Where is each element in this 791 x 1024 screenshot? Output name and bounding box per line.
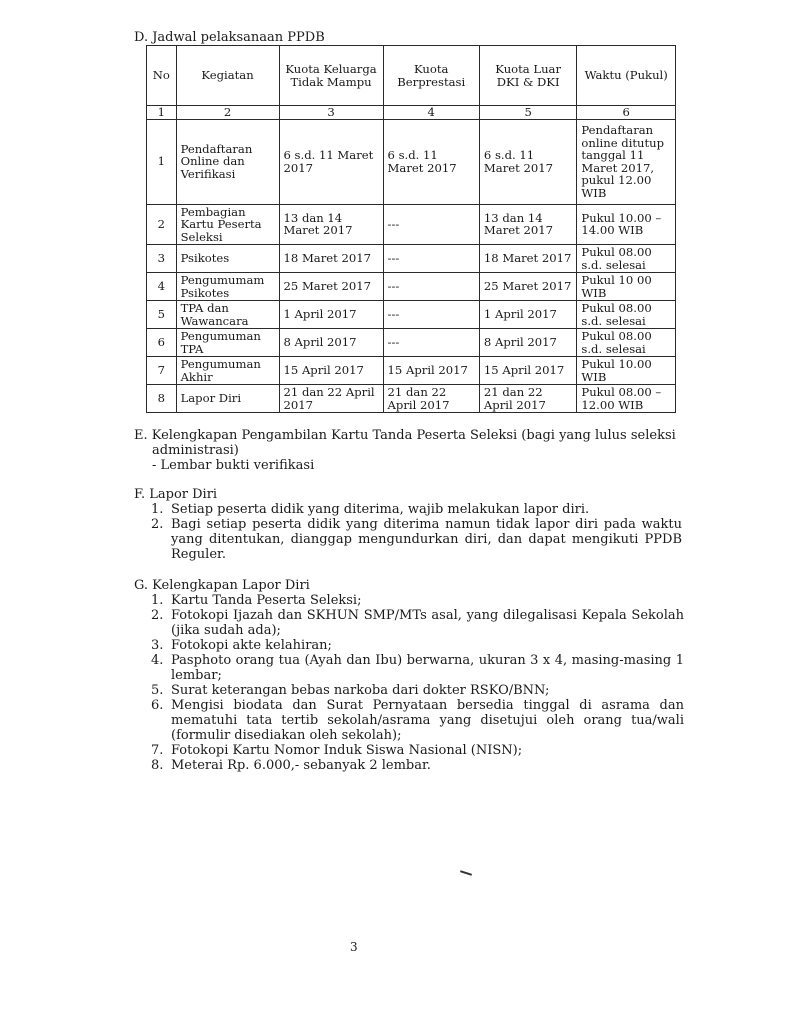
cell-luar: 18 Maret 2017 [479,245,576,273]
section-d-heading: D. Jadwal pelaksanaan PPDB [134,30,325,45]
cell-no: 7 [147,357,177,385]
cell-waktu: Pukul 08.00 s.d. selesai [577,329,676,357]
list-item [151,653,684,683]
list-item-text: Pasphoto orang tua (Ayah dan Ibu) berwarna, ukuran 3 x 4, masing-masing 1 lembar; [171,653,684,683]
index-cell: 1 [147,106,177,120]
list-item [151,593,684,608]
list-item-text: Surat keterangan bebas narkoba dari dokter RSKO/BNN; [171,683,550,698]
list-item [151,502,682,517]
cell-luar: 15 April 2017 [479,357,576,385]
cell-luar: 1 April 2017 [479,301,576,329]
cell-ktm: 8 April 2017 [279,329,383,357]
cell-ktm: 13 dan 14 Maret 2017 [279,204,383,245]
col-header-waktu: Waktu (Pukul) [577,46,676,106]
cell-luar: 13 dan 14 Maret 2017 [479,204,576,245]
cell-no: 4 [147,273,177,301]
list-item-text: Setiap peserta didik yang diterima, wajib melakukan lapor diri. [171,502,590,517]
col-header-kuota-luar: Kuota Luar DKI & DKI [479,46,576,106]
table-row [147,357,676,385]
cell-no: 3 [147,245,177,273]
list-item-number: 8. [151,758,164,773]
col-header-kuota-ktm: Kuota Keluarga Tidak Mampu [279,46,383,106]
section-d [134,30,325,45]
list-item-text: Fotokopi akte kelahiran; [171,638,332,653]
index-cell: 3 [279,106,383,120]
cell-prestasi: 6 s.d. 11 Maret 2017 [383,119,479,204]
col-header-kuota-prestasi: Kuota Berprestasi [383,46,479,106]
cell-kegiatan: Pengumumam Psikotes [176,273,279,301]
table-row [147,273,676,301]
table-row [147,301,676,329]
cell-prestasi: 15 April 2017 [383,357,479,385]
cell-waktu: Pukul 10.00 – 14.00 WIB [577,204,676,245]
cell-kegiatan: TPA dan Wawancara [176,301,279,329]
cell-no: 1 [147,119,177,204]
section-g-list [134,593,684,773]
index-cell: 5 [479,106,576,120]
section-g [134,578,684,773]
cell-luar: 8 April 2017 [479,329,576,357]
cell-prestasi: 21 dan 22 April 2017 [383,385,479,413]
col-header-kegiatan: Kegiatan [176,46,279,106]
list-item-number: 5. [151,683,164,698]
list-item-number: 2. [151,608,164,623]
cell-ktm: 18 Maret 2017 [279,245,383,273]
list-item-number: 4. [151,653,164,668]
cell-prestasi: --- [383,329,479,357]
list-item-number: 1. [151,593,164,608]
cell-luar: 25 Maret 2017 [479,273,576,301]
cell-waktu: Pendaftaran online ditutup tanggal 11 Maret 2017, pukul 12.00 WIB [577,119,676,204]
table-row [147,119,676,204]
list-item [151,608,684,638]
section-f [134,487,682,562]
table-row [147,245,676,273]
list-item [151,743,684,758]
cell-prestasi: --- [383,301,479,329]
cell-kegiatan: Pengumuman Akhir [176,357,279,385]
section-g-heading: G. Kelengkapan Lapor Diri [134,578,310,593]
cell-luar: 21 dan 22 April 2017 [479,385,576,413]
cell-waktu: Pukul 10 00 WIB [577,273,676,301]
page-number: 3 [350,940,358,954]
cell-no: 2 [147,204,177,245]
section-e-note: - Lembar bukti verifikasi [152,458,315,473]
section-f-heading: F. Lapor Diri [134,487,218,502]
cell-waktu: Pukul 08.00 – 12.00 WIB [577,385,676,413]
cell-prestasi: --- [383,273,479,301]
cell-kegiatan: Pengumuman TPA [176,329,279,357]
list-item-text: Mengisi biodata dan Surat Pernyataan bersedia tinggal di asrama dan mematuhi tata tertib sekolah/asrama yang disetujui oleh orang tua/wali (formulir disediakan oleh sekolah); [171,698,684,743]
index-cell: 4 [383,106,479,120]
table-index-row [147,106,676,120]
cell-no: 5 [147,301,177,329]
cell-kegiatan: Psikotes [176,245,279,273]
index-cell: 6 [577,106,676,120]
cell-ktm: 6 s.d. 11 Maret 2017 [279,119,383,204]
list-item-text: Kartu Tanda Peserta Seleksi; [171,593,362,608]
list-item-number: 3. [151,638,164,653]
section-e [134,428,694,473]
cell-kegiatan: Pembagian Kartu Peserta Seleksi [176,204,279,245]
cell-waktu: Pukul 08.00 s.d. selesai [577,245,676,273]
section-f-list [134,502,682,562]
col-header-no: No [147,46,177,106]
cell-kegiatan: Pendaftaran Online dan Verifikasi [176,119,279,204]
table-header-row [147,46,676,106]
index-cell: 2 [176,106,279,120]
cell-waktu: Pukul 08.00 s.d. selesai [577,301,676,329]
cell-ktm: 25 Maret 2017 [279,273,383,301]
list-item-number: 7. [151,743,164,758]
table-row [147,204,676,245]
cell-ktm: 15 April 2017 [279,357,383,385]
cell-prestasi: --- [383,204,479,245]
cell-prestasi: --- [383,245,479,273]
list-item [151,638,684,653]
list-item-text: Meterai Rp. 6.000,- sebanyak 2 lembar. [171,758,431,773]
cell-ktm: 21 dan 22 April 2017 [279,385,383,413]
cell-kegiatan: Lapor Diri [176,385,279,413]
cell-ktm: 1 April 2017 [279,301,383,329]
cell-no: 6 [147,329,177,357]
schedule-table [146,45,676,413]
list-item-number: 1. [151,502,164,517]
list-item [151,517,682,562]
stray-pen-mark [460,870,472,876]
cell-luar: 6 s.d. 11 Maret 2017 [479,119,576,204]
table-row [147,329,676,357]
list-item-number: 6. [151,698,164,713]
list-item-text: Fotokopi Ijazah dan SKHUN SMP/MTs asal, yang dilegalisasi Kepala Sekolah (jika sudah ada); [171,608,684,638]
list-item [151,683,684,698]
list-item-text: Bagi setiap peserta didik yang diterima namun tidak lapor diri pada waktu yang ditentukan, dianggap mengundurkan diri, dan dapat mengikuti PPDB Reguler. [171,517,682,562]
list-item [151,698,684,743]
list-item [151,758,684,773]
table-row [147,385,676,413]
cell-waktu: Pukul 10.00 WIB [577,357,676,385]
list-item-text: Fotokopi Kartu Nomor Induk Siswa Nasional (NISN); [171,743,523,758]
section-e-heading: E. Kelengkapan Pengambilan Kartu Tanda Peserta Seleksi (bagi yang lulus seleksi administrasi) [134,428,676,458]
cell-no: 8 [147,385,177,413]
list-item-number: 2. [151,517,164,532]
